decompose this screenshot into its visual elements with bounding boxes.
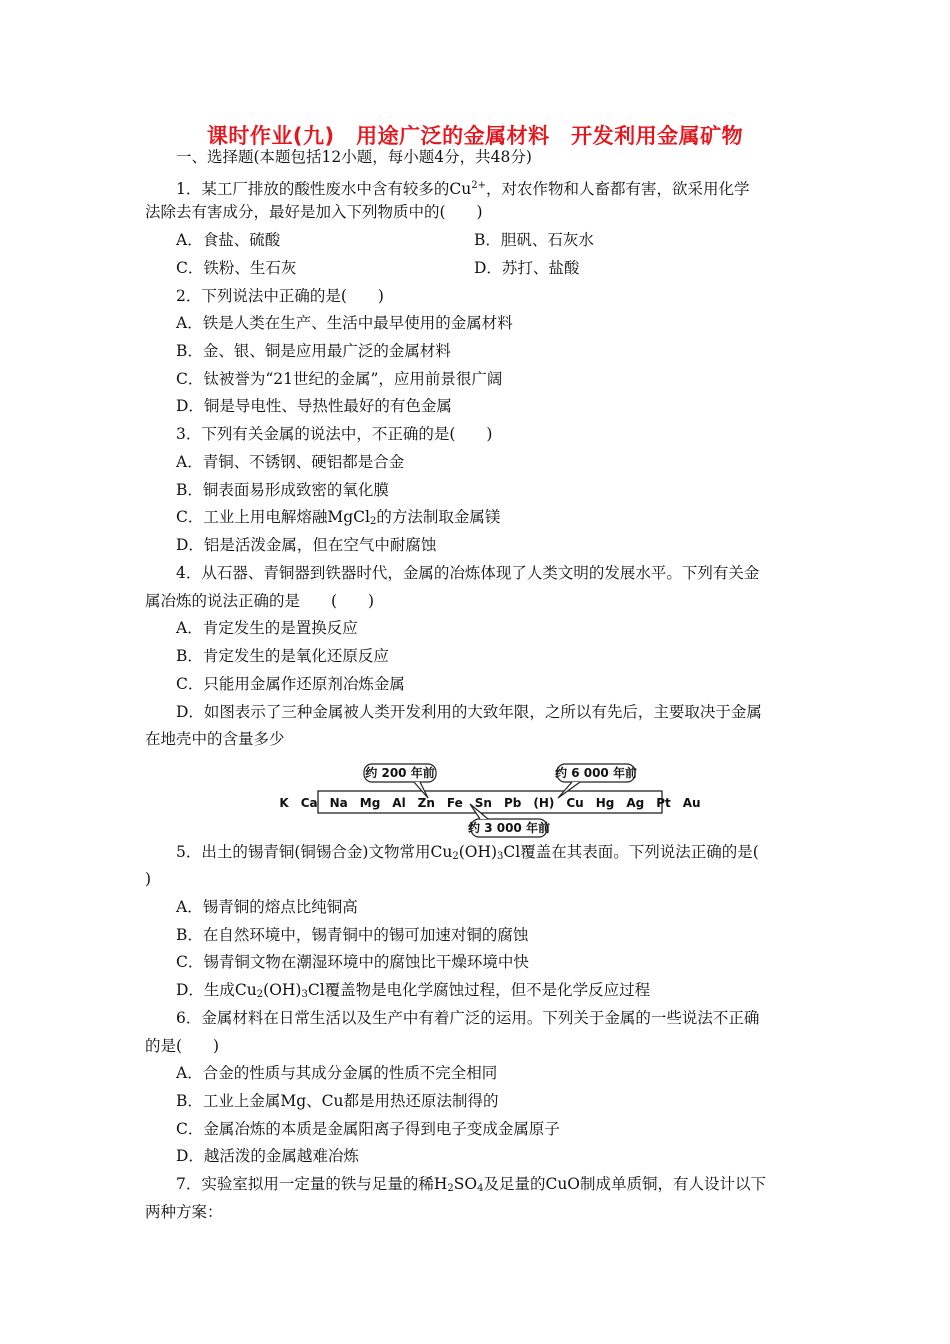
- callout-cu-label: 约 6 000 年前: [555, 766, 637, 780]
- q3-stem: 3．下列有关金属的说法中，不正确的是( ): [176, 425, 493, 443]
- q5-option-a: A．锡青铜的熔点比纯铜高: [176, 898, 358, 916]
- q1-option-a: A．食盐、硫酸: [176, 231, 281, 249]
- q4-stem: 4．从石器、青铜器到铁器时代，金属的冶炼体现了人类文明的发展水平。下列有关金: [176, 564, 760, 582]
- q4-option-a: A．肯定发生的是置换反应: [176, 619, 358, 637]
- q1-stem: 1．某工厂排放的酸性废水中含有较多的$Cu^{2+}$，对农作物和人畜都有害，欲采用化学: [176, 180, 750, 198]
- q5-option-c: C．锡青铜文物在潮湿环境中的腐蚀比干燥环境中快: [176, 953, 529, 971]
- section-header: 一、选择题(本题包括12小题，每小题4分，共48分): [176, 148, 532, 166]
- q2-option-c: C．钛被誉为“21世纪的金属”，应用前景很广阔: [176, 370, 503, 388]
- callout-al-label: 约 200 年前: [365, 766, 435, 780]
- q7-stem: 7．实验室拟用一定量的铁与足量的稀$H_2SO_4$及足量的CuO制成单质铜，有人设计以下: [176, 1175, 767, 1194]
- q2-stem: 2．下列说法中正确的是( ): [176, 287, 384, 305]
- q3-option-d: D．铝是活泼金属，但在空气中耐腐蚀: [176, 536, 437, 554]
- q6-stem: 6．金属材料在日常生活以及生产中有着广泛的运用。下列关于金属的一些说法不正确: [176, 1009, 760, 1027]
- page-title: 课时作业(九) 用途广泛的金属材料 开发利用金属矿物: [206, 124, 744, 148]
- q7-stem-cont: 两种方案：: [145, 1203, 223, 1221]
- q2-option-b: B．金、银、铜是应用最广泛的金属材料: [176, 342, 451, 360]
- metal-timeline-diagram: [0, 760, 950, 840]
- q4-option-c: C．只能用金属作还原剂冶炼金属: [176, 675, 405, 693]
- q3-option-a: A．青铜、不锈钢、硬铝都是合金: [176, 453, 405, 471]
- q1-option-d: D．苏打、盐酸: [474, 259, 580, 277]
- q3-option-b: B．铜表面易形成致密的氧化膜: [176, 481, 389, 499]
- q1-option-c: C．铁粉、生石灰: [176, 259, 297, 277]
- q3-option-c: C．工业上用电解熔融MgCl$_2$的方法制取金属镁: [176, 508, 501, 527]
- q6-option-a: A．合金的性质与其成分金属的性质不完全相同: [176, 1064, 498, 1082]
- q1-option-b: B．胆矾、石灰水: [474, 231, 594, 249]
- q5-option-d: D．生成$Cu_2(OH)_3Cl$覆盖物是电化学腐蚀过程，但不是化学反应过程: [176, 981, 651, 1000]
- q1-stem-cont: 法除去有害成分，最好是加入下列物质中的( ): [145, 203, 483, 221]
- q6-stem-cont: 的是( ): [145, 1037, 220, 1055]
- q4-stem-cont: 属冶炼的说法正确的是 ( ): [145, 592, 375, 610]
- q5-stem-cont: ): [145, 870, 152, 888]
- q2-option-d: D．铜是导电性、导热性最好的有色金属: [176, 397, 452, 415]
- metal-series: K Ca Na Mg Al Zn Fe Sn Pb (H) Cu Hg Ag Pt Au: [279, 796, 701, 810]
- q4-option-b: B．肯定发生的是氧化还原反应: [176, 647, 389, 665]
- callout-fe-label: 约 3 000 年前: [468, 821, 550, 835]
- q4-option-d: D．如图表示了三种金属被人类开发利用的大致年限，之所以有先后，主要取决于金属: [176, 703, 762, 721]
- q2-option-a: A．铁是人类在生产、生活中最早使用的金属材料: [176, 314, 513, 332]
- q5-stem: 5．出土的锡青铜(铜锡合金)文物常用$Cu_2(OH)_3Cl$覆盖在其表面。下列说法正确的是(: [176, 843, 759, 862]
- q4-option-d-cont: 在地壳中的含量多少: [145, 730, 285, 748]
- q6-option-d: D．越活泼的金属越难冶炼: [176, 1147, 359, 1165]
- q5-option-b: B．在自然环境中，锡青铜中的锡可加速对铜的腐蚀: [176, 926, 529, 944]
- q6-option-c: C．金属冶炼的本质是金属阳离子得到电子变成金属原子: [176, 1120, 560, 1138]
- q6-option-b: B．工业上金属Mg、Cu都是用热还原法制得的: [176, 1092, 499, 1110]
